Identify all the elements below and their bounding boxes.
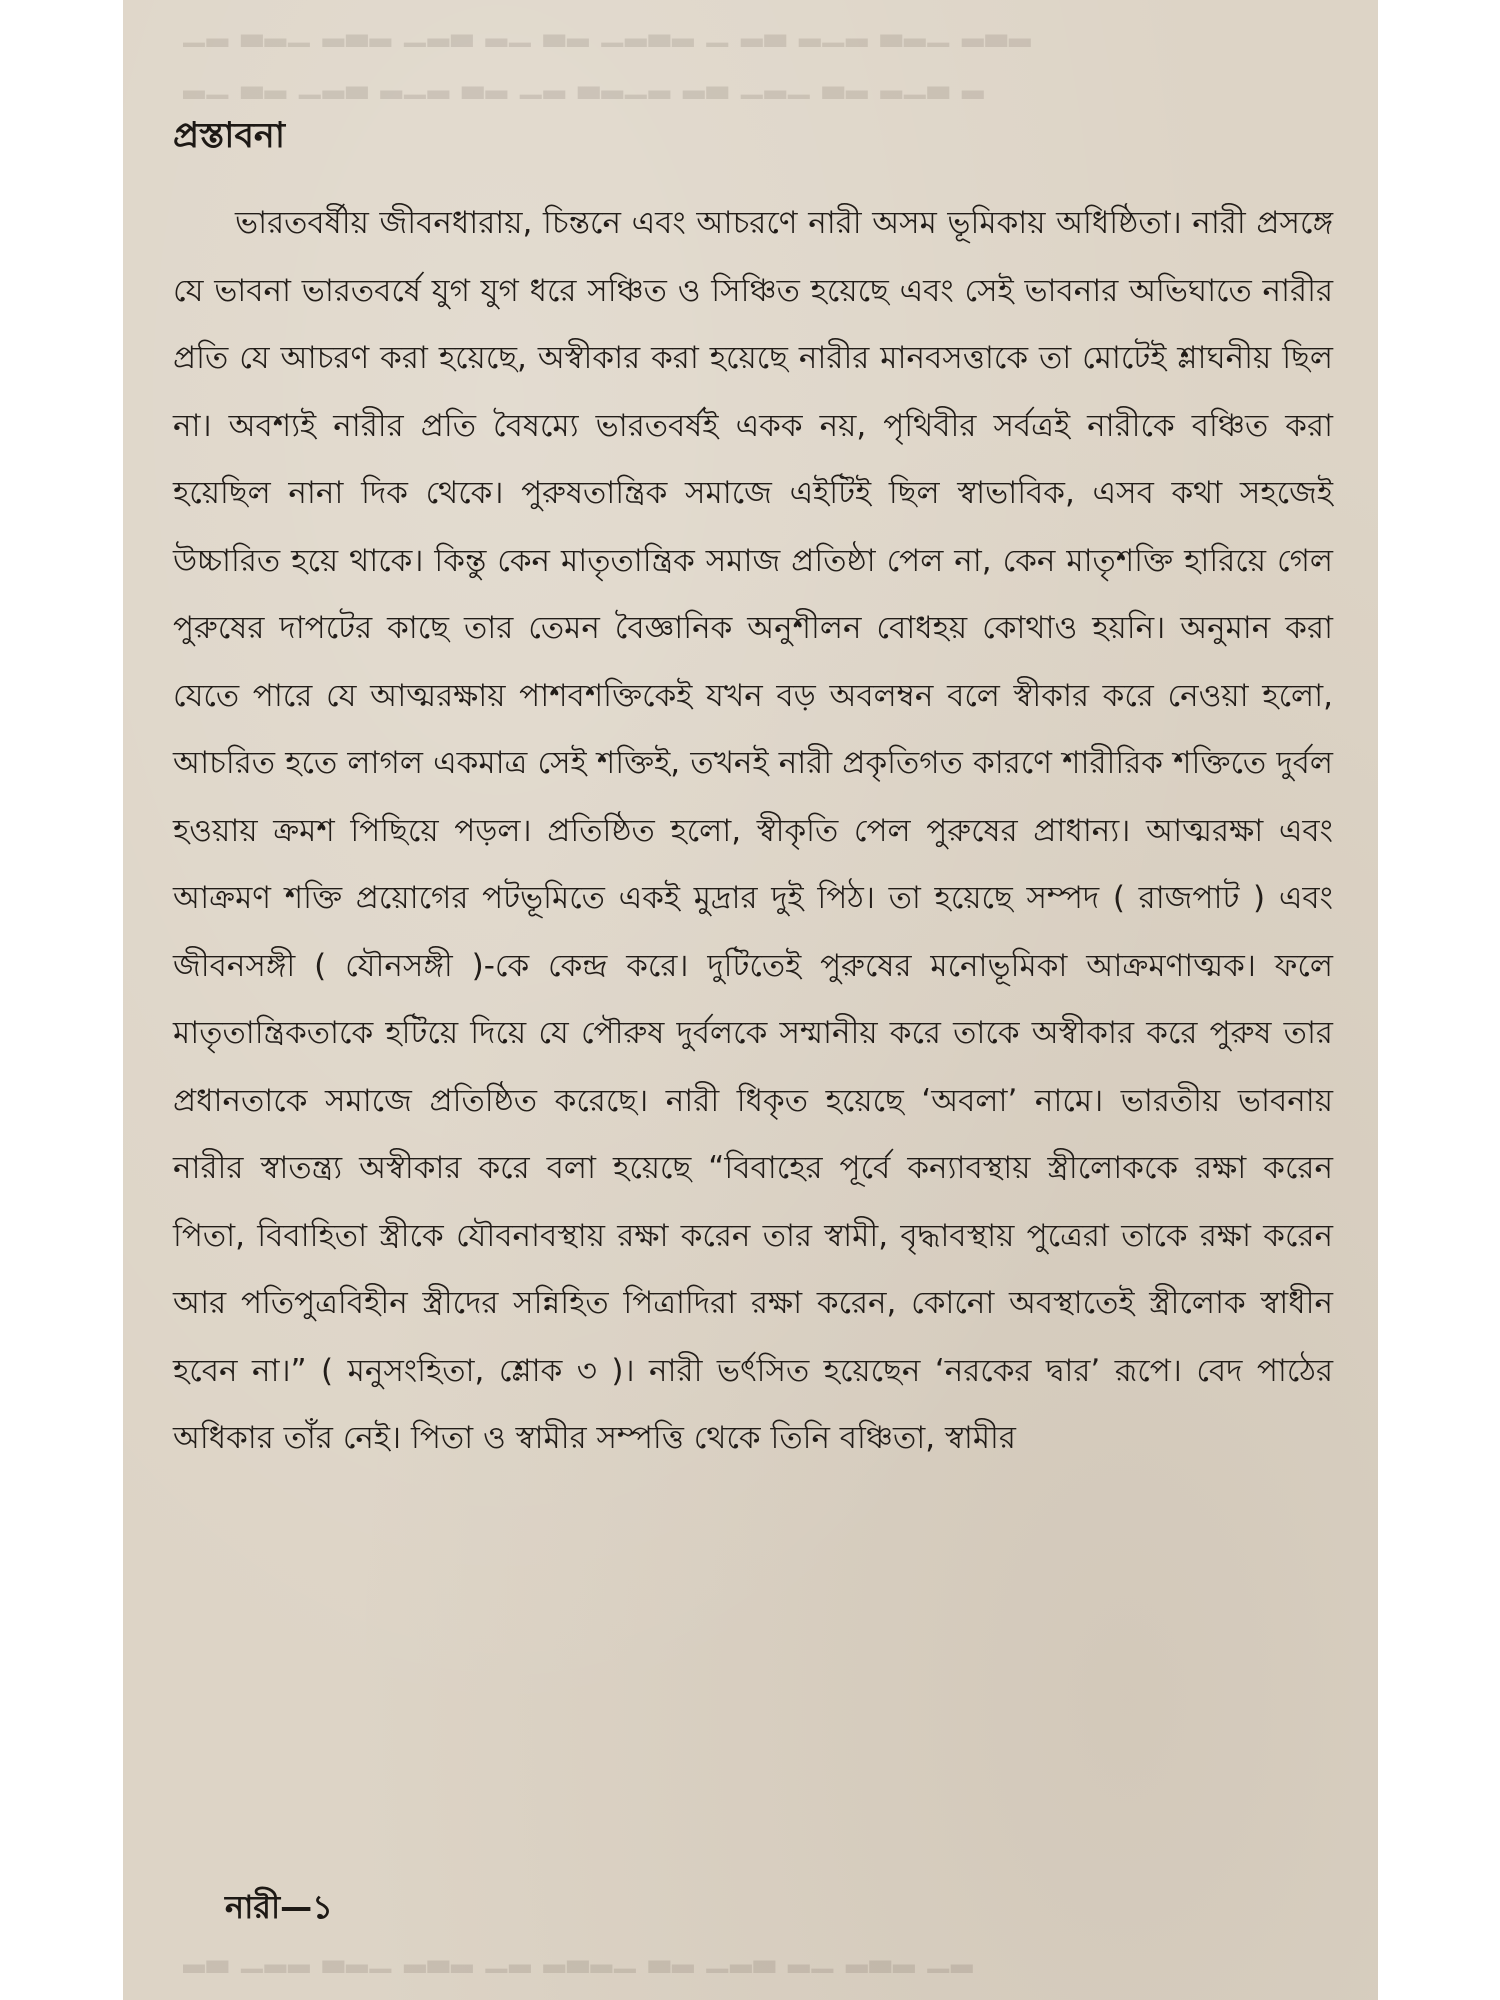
- page-footer-signature: নারী—১: [225, 1888, 333, 1926]
- book-page: [123, 0, 1378, 2000]
- body-paragraph: ভারতবর্ষীয় জীবনধারায়, চিন্তনে এবং আচরণে নারী অসম ভূমিকায় অধিষ্ঠিতা। নারী প্রসঙ্গে যে ভাবনা ভারতবর্ষে যুগ যুগ ধরে সঞ্চিত ও সিঞ্চিত হয়েছে এবং সেই ভাবনার অভিঘাতে নারীর প্রতি যে আচরণ করা হয়েছে, অস্বীকার করা হয়েছে নারীর মানবসত্তাকে তা মোটেই শ্লাঘনীয় ছিল না। অবশ্যই নারীর প্রতি বৈষম্যে ভারতবর্ষই একক নয়, পৃথিবীর সর্বত্রই নারীকে বঞ্চিত করা হয়েছিল নানা দিক থেকে। পুরুষতান্ত্রিক সমাজে এইটিই ছিল স্বাভাবিক, এসব কথা সহজেই উচ্চারিত হয়ে থাকে। কিন্তু কেন মাতৃতান্ত্রিক সমাজ প্রতিষ্ঠা পেল না, কেন মাতৃশক্তি হারিয়ে গেল পুরুষের দাপটের কাছে তার তেমন বৈজ্ঞানিক অনুশীলন বোধহয় কোথাও হয়নি। অনুমান করা যেতে পারে যে আত্মরক্ষায় পাশবশক্তিকেই যখন বড় অবলম্বন বলে স্বীকার করে নেওয়া হলো, আচরিত হতে লাগল একমাত্র সেই শক্তিই, তখনই নারী প্রকৃতিগত কারণে শারীরিক শক্তিতে দুর্বল হওয়ায় ক্রমশ পিছিয়ে পড়ল। প্রতিষ্ঠিত হলো, স্বীকৃতি পেল পুরুষের প্রাধান্য। আত্মরক্ষা এবং আক্রমণ শক্তি প্রয়োগের পটভূমিতে একই মুদ্রার দুই পিঠ। তা হয়েছে সম্পদ ( রাজপাট ) এবং জীবনসঙ্গী ( যৌনসঙ্গী )-কে কেন্দ্র করে। দুটিতেই পুরুষের মনোভূমিকা আক্রমণাত্মক। ফলে মাতৃতান্ত্রিকতাকে হটিয়ে দিয়ে যে পৌরুষ দুর্বলকে সম্মানীয় করে তাকে অস্বীকার করে পুরুষ তার প্রধানতাকে সমাজে প্রতিষ্ঠিত করেছে। নারী ধিকৃত হয়েছে ‘অবলা’ নামে। ভারতীয় ভাবনায় নারীর স্বাতন্ত্র্য অস্বীকার করে বলা হয়েছে “বিবাহের পূর্বে কন্যাবস্থায় স্ত্রীলোককে রক্ষা করেন পিতা, বিবাহিতা স্ত্রীকে যৌবনাবস্থায় রক্ষা করেন তার স্বামী, বৃদ্ধাবস্থায় পুত্রেরা তাকে রক্ষা করেন আর পতিপুত্রবিহীন স্ত্রীদের সন্নিহিত পিত্রাদিরা রক্ষা করেন, কোনো অবস্থাতেই স্ত্রীলোক স্বাধীন হবেন না।” ( মনুসংহিতা, শ্লোক ৩ )। নারী ভর্ৎসিত হয়েছেন ‘নরকের দ্বার’ রূপে। বেদ পাঠের অধিকার তাঁর নেই। পিতা ও স্বামীর সম্পত্তি থেকে তিনি বঞ্চিতা, স্বামীর: [173, 205, 1333, 1456]
- show-through-text-top-2: ▂▁ ▃▂ ▁▂▃ ▂▁▂ ▃▂ ▁▂ ▃▂▁▂ ▂▃ ▁▂▁ ▃▂ ▂▁▃ ▂: [183, 66, 986, 99]
- section-heading: প্রস্তাবনা: [173, 116, 285, 156]
- show-through-text-top: ▁▂ ▃▂▁ ▂▃▂ ▁▂▃ ▂▁ ▃▂ ▁▂▃▂ ▁ ▂▃ ▂▁▂ ▃▂▁ ▂▃▂: [183, 14, 1033, 47]
- show-through-text-bottom: ▂▃ ▁▂▂ ▃▂▁ ▂▃▂ ▁▂ ▂▃▂▁ ▃▂ ▁▂▃ ▂▁ ▂▃▂ ▁▂: [183, 1940, 975, 1973]
